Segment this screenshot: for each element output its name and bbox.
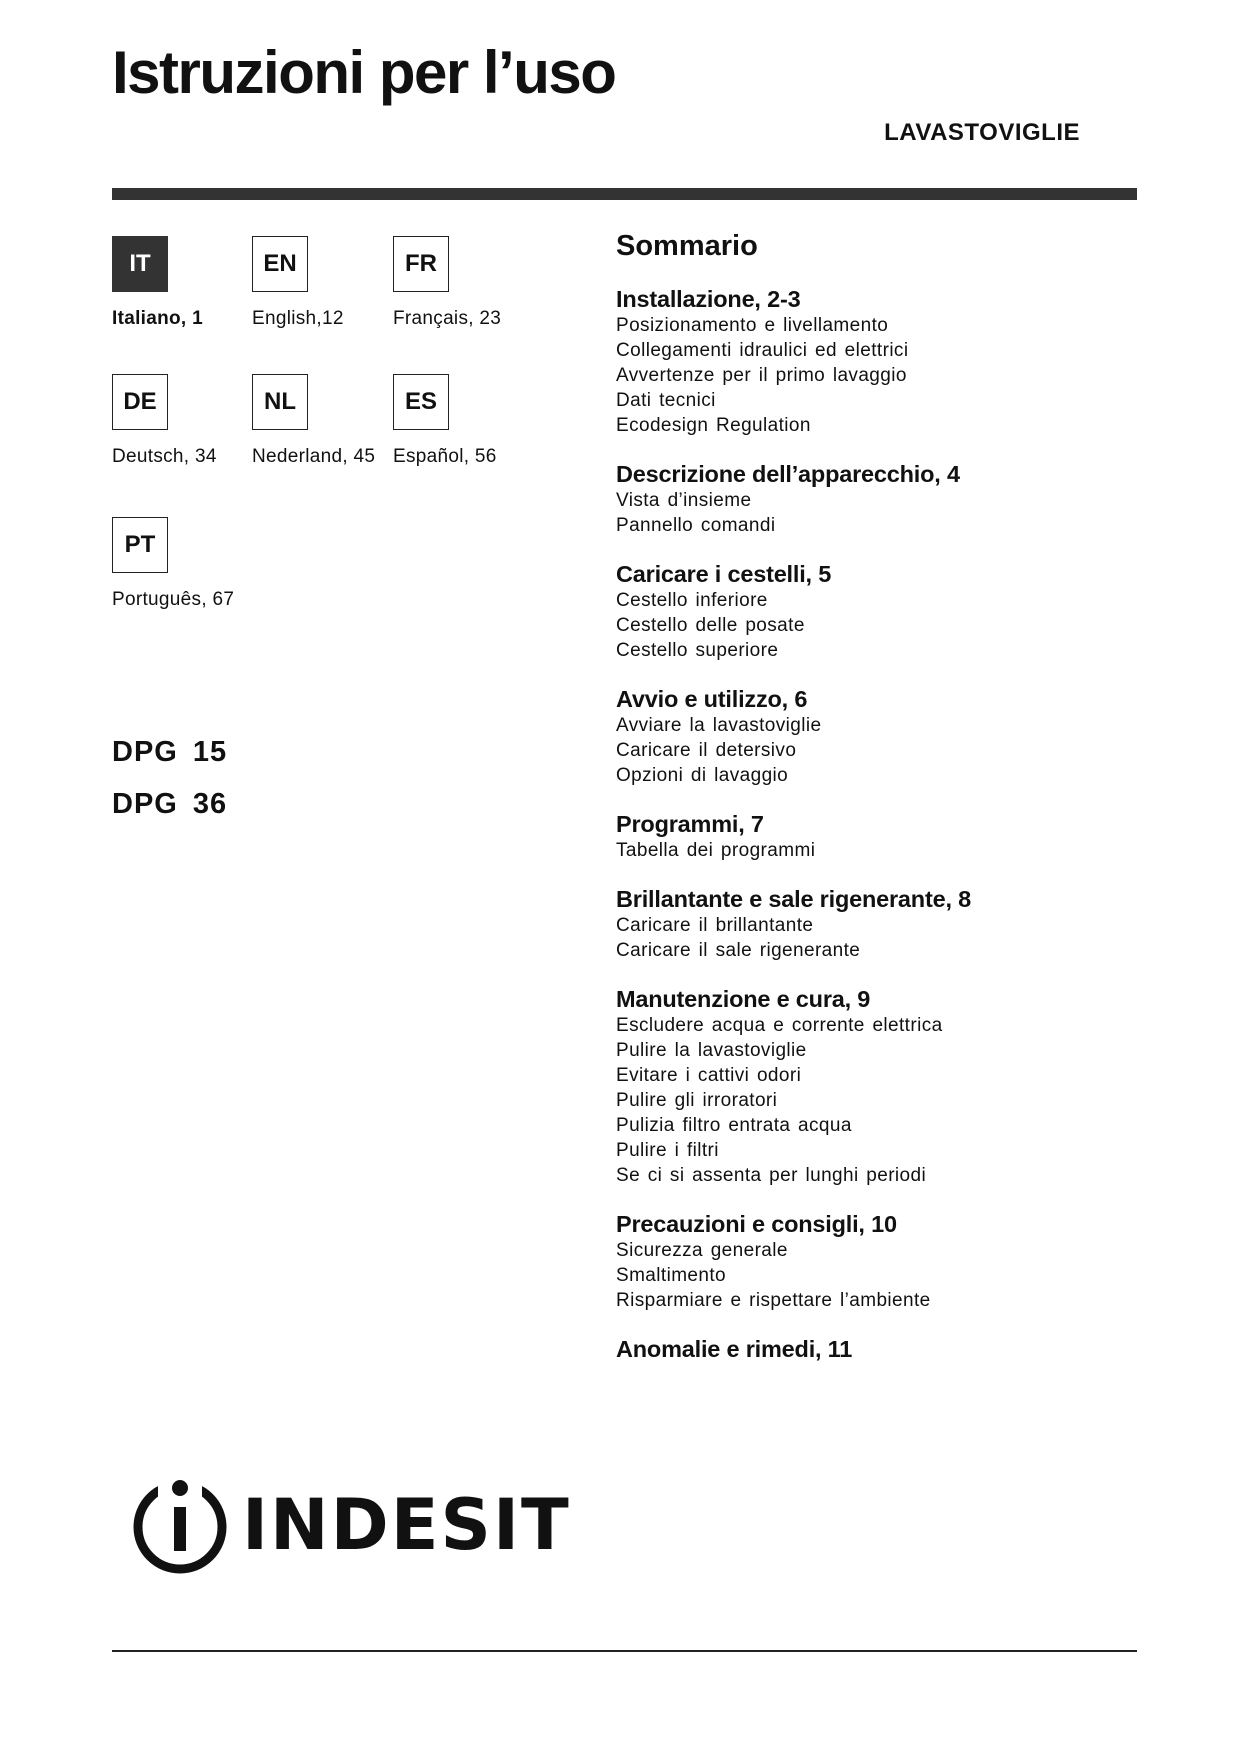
section-item[interactable]: Caricare il sale rigenerante xyxy=(616,940,861,961)
language-label: Italiano, 1 xyxy=(112,308,203,329)
toc-section xyxy=(616,1335,1136,1363)
indesit-logo-icon xyxy=(130,1475,230,1575)
section-item[interactable]: Se ci si assenta per lunghi periodi xyxy=(616,1165,927,1186)
section-heading[interactable]: Programmi, 7 xyxy=(616,811,764,837)
language-code-box[interactable]: DE xyxy=(112,374,168,430)
toc-section xyxy=(616,685,1136,788)
toc-sections xyxy=(616,285,1136,1363)
section-item[interactable]: Ecodesign Regulation xyxy=(616,415,811,436)
section-item[interactable]: Collegamenti idraulici ed elettrici xyxy=(616,340,909,361)
language-code-box[interactable]: PT xyxy=(112,517,168,573)
section-item[interactable]: Pulire i filtri xyxy=(616,1140,719,1161)
summary-title: Sommario xyxy=(616,230,758,262)
brand-logo xyxy=(130,1475,571,1575)
section-item[interactable]: Posizionamento e livellamento xyxy=(616,315,889,336)
section-item[interactable]: Caricare il brillantante xyxy=(616,915,814,936)
page-title: Istruzioni per l’uso xyxy=(112,39,616,106)
section-heading[interactable]: Avvio e utilizzo, 6 xyxy=(616,686,808,712)
section-heading[interactable]: Manutenzione e cura, 9 xyxy=(616,986,871,1012)
language-label: Español, 56 xyxy=(393,446,497,467)
language-code-box[interactable]: FR xyxy=(393,236,449,292)
language-code-box[interactable]: ES xyxy=(393,374,449,430)
toc-section xyxy=(616,885,1136,963)
section-heading[interactable]: Descrizione dell’apparecchio, 4 xyxy=(616,461,960,487)
section-heading[interactable]: Installazione, 2-3 xyxy=(616,286,801,312)
model-name: DPG 15 xyxy=(112,736,228,768)
section-item[interactable]: Avviare la lavastoviglie xyxy=(616,715,822,736)
language-item-it[interactable] xyxy=(112,236,252,330)
toc-section xyxy=(616,985,1136,1188)
product-type: LAVASTOVIGLIE xyxy=(884,119,1080,146)
model-name: DPG 36 xyxy=(112,788,228,820)
section-item[interactable]: Avvertenze per il primo lavaggio xyxy=(616,365,907,386)
section-item[interactable]: Opzioni di lavaggio xyxy=(616,765,789,786)
section-heading[interactable]: Precauzioni e consigli, 10 xyxy=(616,1211,897,1237)
section-item[interactable]: Tabella dei programmi xyxy=(616,840,816,861)
section-item[interactable]: Pulire gli irroratori xyxy=(616,1090,778,1111)
section-item[interactable]: Pulizia filtro entrata acqua xyxy=(616,1115,852,1136)
language-item-fr[interactable] xyxy=(393,236,533,330)
toc-section xyxy=(616,285,1136,438)
language-item-de[interactable] xyxy=(112,374,252,468)
section-item[interactable]: Cestello delle posate xyxy=(616,615,805,636)
section-item[interactable]: Dati tecnici xyxy=(616,390,716,411)
language-label: Português, 67 xyxy=(112,589,235,610)
header-divider xyxy=(112,188,1137,200)
toc-section xyxy=(616,460,1136,538)
section-item[interactable]: Caricare il detersivo xyxy=(616,740,797,761)
section-item[interactable]: Risparmiare e rispettare l’ambiente xyxy=(616,1290,931,1311)
table-of-contents xyxy=(616,230,1136,1385)
model-list xyxy=(112,726,227,830)
section-item[interactable]: Escludere acqua e corrente elettrica xyxy=(616,1015,943,1036)
section-item[interactable]: Pulire la lavastoviglie xyxy=(616,1040,807,1061)
language-code-box[interactable]: IT xyxy=(112,236,168,292)
language-item-en[interactable] xyxy=(252,236,392,330)
language-code-box[interactable]: EN xyxy=(252,236,308,292)
language-item-es[interactable] xyxy=(393,374,533,468)
language-label: Nederland, 45 xyxy=(252,446,376,467)
section-item[interactable]: Cestello superiore xyxy=(616,640,779,661)
language-label: Français, 23 xyxy=(393,308,502,329)
toc-section xyxy=(616,810,1136,863)
language-item-nl[interactable] xyxy=(252,374,392,468)
section-heading[interactable]: Caricare i cestelli, 5 xyxy=(616,561,832,587)
footer-divider xyxy=(112,1650,1137,1652)
section-item[interactable]: Vista d’insieme xyxy=(616,490,752,511)
section-item[interactable]: Pannello comandi xyxy=(616,515,776,536)
section-item[interactable]: Smaltimento xyxy=(616,1265,726,1286)
section-item[interactable]: Cestello inferiore xyxy=(616,590,768,611)
section-heading[interactable]: Anomalie e rimedi, 11 xyxy=(616,1336,853,1362)
language-code-box[interactable]: NL xyxy=(252,374,308,430)
toc-section xyxy=(616,560,1136,663)
language-label: Deutsch, 34 xyxy=(112,446,217,467)
section-item[interactable]: Sicurezza generale xyxy=(616,1240,788,1261)
language-label: English,12 xyxy=(252,308,344,329)
section-heading[interactable]: Brillantante e sale rigenerante, 8 xyxy=(616,886,971,912)
section-item[interactable]: Evitare i cattivi odori xyxy=(616,1065,802,1086)
language-item-pt[interactable] xyxy=(112,517,252,611)
toc-section xyxy=(616,1210,1136,1313)
brand-name: INDESIT xyxy=(242,1484,571,1566)
